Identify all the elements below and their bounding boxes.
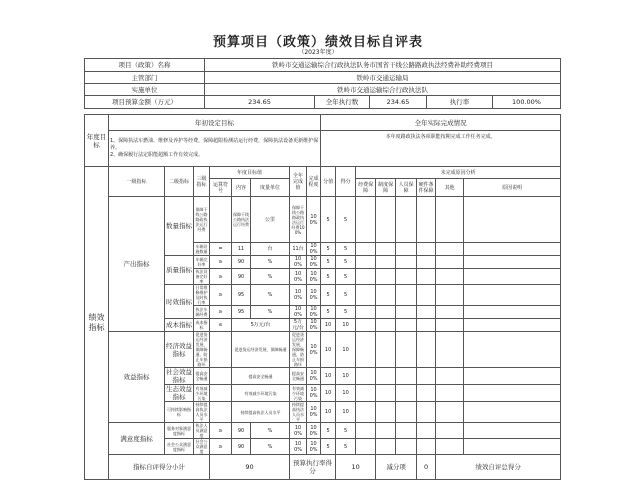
r6-s: 5	[336, 306, 356, 319]
h-op: 运算符号	[210, 179, 232, 197]
rate-label: 执行率	[427, 96, 493, 109]
l2-econ: 经济效益指标	[165, 332, 194, 368]
r9-w: 10	[321, 368, 336, 385]
footer-deduct-label: 减分项	[376, 455, 417, 480]
r3-val: 90	[232, 256, 251, 269]
r8-w: 10	[321, 332, 336, 368]
r5-w: 5	[321, 285, 336, 306]
r6-op: ≥	[210, 306, 232, 319]
r12-s: 5	[336, 423, 356, 439]
r9-actual: 提高安全畅通	[290, 368, 307, 385]
r11-val: 持续提高执法人员水平	[232, 402, 290, 423]
r11-deg: 100%	[307, 402, 321, 423]
r8-deg: 100%	[307, 332, 321, 368]
r7-w: 10	[321, 319, 336, 332]
goals-text2: 本年度路政执法各项职能按期完成工作任务完成。	[321, 131, 561, 167]
r5-s: 5	[336, 285, 356, 306]
h-l1: 一级指标	[109, 167, 165, 197]
h-r6: 原因说明	[464, 179, 561, 197]
r9-s: 10	[336, 368, 356, 385]
r2-deg: 100%	[307, 243, 321, 256]
r12-val: 90	[232, 423, 251, 439]
r6-unit: %	[251, 306, 290, 319]
r2-w: 5	[321, 243, 336, 256]
l1-satisfy: 满意度指标	[109, 423, 165, 455]
r6-actual: 100%	[290, 306, 307, 319]
r2-actual: 11台	[290, 243, 307, 256]
r7-deg: 100%	[307, 319, 321, 332]
r12-unit: %	[251, 423, 290, 439]
r3-w: 5	[321, 256, 336, 269]
r7-op: ≤	[210, 319, 232, 332]
r8-actual: 促进货运经济发展，保障畅通，防止车损路坏	[290, 332, 307, 368]
r1-s: 5	[336, 197, 356, 243]
r6-deg: 100%	[307, 306, 321, 319]
r2-op: =	[210, 243, 232, 256]
r5-op: ≥	[210, 285, 232, 306]
h-actual: 全年完成值	[290, 167, 307, 197]
r4-s: 5	[336, 269, 356, 285]
h-r3: 人员保障	[396, 179, 417, 197]
l2-public: 社会公众满意度指标	[165, 439, 194, 455]
r1-val: 保障干线公路执法运行经费	[232, 197, 251, 243]
r4-l3: 执法设备完好率	[195, 269, 208, 284]
r13-l3: 社会公众满意度	[195, 439, 208, 454]
indicator-table	[84, 114, 561, 480]
footer-sub-label: 指标自评得分小计	[109, 455, 210, 480]
footer-deduct-value: 0	[417, 455, 436, 480]
r7-s: 10	[336, 319, 356, 332]
r8-s: 10	[336, 332, 356, 368]
r6-val: 95	[232, 306, 251, 319]
r3-op: ≥	[210, 256, 232, 269]
exec-label: 全年执行数	[315, 96, 370, 109]
perf-section-label: 绩效指标	[85, 167, 109, 480]
r10-deg: 100%	[307, 385, 321, 402]
r3-actual: 100%	[290, 256, 307, 269]
goals-col1-header: 年初设定目标	[109, 115, 321, 131]
r11-w: 10	[321, 402, 336, 423]
form-subtitle: （2023年度）	[298, 49, 338, 56]
r3-l3: 车辆完好率	[195, 257, 208, 267]
r4-deg: 100%	[307, 269, 321, 285]
h-reason: 未完成原因分析	[356, 167, 561, 179]
r11-l3: 持续提高执法人员水平	[195, 402, 208, 422]
r1-l3: 保障干线公路路政执法运行经费	[194, 197, 210, 243]
r3-s: 5	[336, 256, 356, 269]
r13-actual: 100%	[290, 439, 307, 455]
h-l2: 二级指标	[165, 167, 194, 197]
h-r1: 经费保障	[356, 179, 376, 197]
unit-label: 实施单位	[85, 84, 205, 96]
h-l3: 三级指标	[194, 167, 210, 197]
h-r5: 其他	[436, 179, 464, 197]
r2-s: 5	[336, 243, 356, 256]
l2-eco: 生态效益指标	[166, 385, 192, 401]
r2-l3: 车辆设施数量	[195, 244, 208, 254]
h-r4: 硬件条件保障	[417, 179, 436, 197]
r6-w: 5	[321, 306, 336, 319]
exec-value: 234.65	[370, 96, 427, 109]
rate-value: 100.00%	[493, 96, 561, 109]
budget-label: 项目预算金额（万元）	[85, 96, 205, 109]
r12-deg: 100%	[307, 423, 321, 439]
r9-l3: 提高安全畅通	[194, 368, 210, 385]
r10-val: 有效减少环境污染	[232, 385, 290, 402]
l1-output: 产出指标	[109, 197, 165, 332]
r2-unit: 台	[251, 243, 290, 256]
r4-w: 5	[321, 269, 336, 285]
r1-deg: 100%	[307, 197, 321, 243]
r6-l3: 执法车辆经费	[195, 307, 208, 317]
footer-exec-value: 10	[336, 455, 376, 480]
r13-op: ≥	[210, 439, 232, 455]
l2-time: 时效指标	[165, 285, 194, 319]
l2-cost: 成本指标	[165, 319, 194, 332]
r1-actual: 保障干线公路路政执法运行经费100%	[290, 197, 307, 243]
l2-quality: 质量指标	[165, 256, 194, 285]
r5-actual: 100%	[290, 285, 307, 306]
r12-l3: 执法人员满意度	[195, 423, 208, 438]
r7-l3: 成本指标	[195, 320, 208, 330]
r13-val: 90	[232, 439, 251, 455]
r4-op: ≥	[210, 269, 232, 285]
r2-val: 11	[232, 243, 251, 256]
r10-s: 10	[336, 385, 356, 402]
l2-social: 社会效益指标	[166, 368, 192, 384]
r12-actual: 100%	[290, 423, 307, 439]
l1-benefit: 效益指标	[109, 332, 165, 423]
r7-actual: 5万元/台	[290, 319, 307, 332]
dept-value: 铁岭市交通运输局	[205, 72, 561, 84]
h-score: 得分	[336, 167, 356, 197]
r8-val: 促进货运经济发展，保障畅通	[232, 332, 290, 368]
r5-deg: 100%	[307, 285, 321, 306]
r9-deg: 100%	[307, 368, 321, 385]
h-target: 年度目标值	[210, 167, 290, 179]
r11-actual: 持续提高执法人员水平	[290, 402, 307, 423]
goals-row-label: 年度目标	[85, 115, 109, 167]
r10-actual: 有效减少环境污染	[290, 385, 307, 402]
goals-text1: 1、保障执法车燃油、维修及养护等经费，保障超限检测站运行经费，保障执法设备更新维护保养。 2、确保履行法定职能超额工作有效完成。	[109, 131, 321, 167]
h-unit: 度量单位	[251, 179, 290, 197]
l2-serve: 服务对象满意度指标	[165, 423, 194, 439]
project-name: 铁岭市交通运输综合行政执法队务市国省干线公路路政执法经费补助经费项目	[205, 59, 561, 72]
r10-l3: 有效减少环境污染	[195, 385, 208, 401]
r9-val: 提高安全畅通	[232, 368, 290, 385]
r13-unit: %	[251, 439, 290, 455]
l2-qty: 数量指标	[165, 197, 194, 256]
r3-unit: %	[251, 256, 290, 269]
h-degree: 完成程度	[307, 167, 321, 197]
r13-deg: 100%	[307, 439, 321, 455]
r4-unit: %	[251, 269, 290, 285]
r5-val: 95	[232, 285, 251, 306]
r5-l3: 日常维修维护及时执行率	[195, 285, 208, 305]
r12-w: 5	[321, 423, 336, 439]
r1-unit: 公里	[251, 197, 290, 243]
goals-col2-header: 全年实际完成情况	[321, 115, 561, 131]
r3-deg: 100%	[307, 256, 321, 269]
r4-actual: 100%	[290, 269, 307, 285]
footer-exec-label: 预算执行率得分	[290, 455, 336, 480]
footer-sub-value: 90	[210, 455, 290, 480]
form-title: 预算项目（政策）绩效目标自评表	[212, 35, 423, 50]
r4-val: 90	[232, 269, 251, 285]
project-name-label: 项目（政策）名称	[85, 59, 205, 72]
r13-s: 5	[336, 439, 356, 455]
r7-val: 5万元/台	[232, 319, 290, 332]
r1-w: 5	[321, 197, 336, 243]
r12-op: ≥	[210, 423, 232, 439]
h-val: 内容	[232, 179, 251, 197]
header-table	[84, 58, 561, 109]
footer-total-label: 绩效自评总得分	[436, 455, 561, 480]
unit-value: 铁岭市交通运输综合行政执法队	[205, 84, 561, 96]
r5-unit: %	[251, 285, 290, 306]
r8-l3: 促进货运经济发展，保障畅通，防止车损路坏	[195, 332, 208, 367]
l2-sustain: 可持续影响指标	[165, 402, 194, 423]
r10-w: 10	[321, 385, 336, 402]
h-weight: 分值	[321, 167, 336, 197]
h-r2: 制度保障	[376, 179, 396, 197]
budget-value: 234.65	[205, 96, 315, 109]
r13-w: 5	[321, 439, 336, 455]
dept-label: 主管部门	[85, 72, 205, 84]
r11-s: 10	[336, 402, 356, 423]
